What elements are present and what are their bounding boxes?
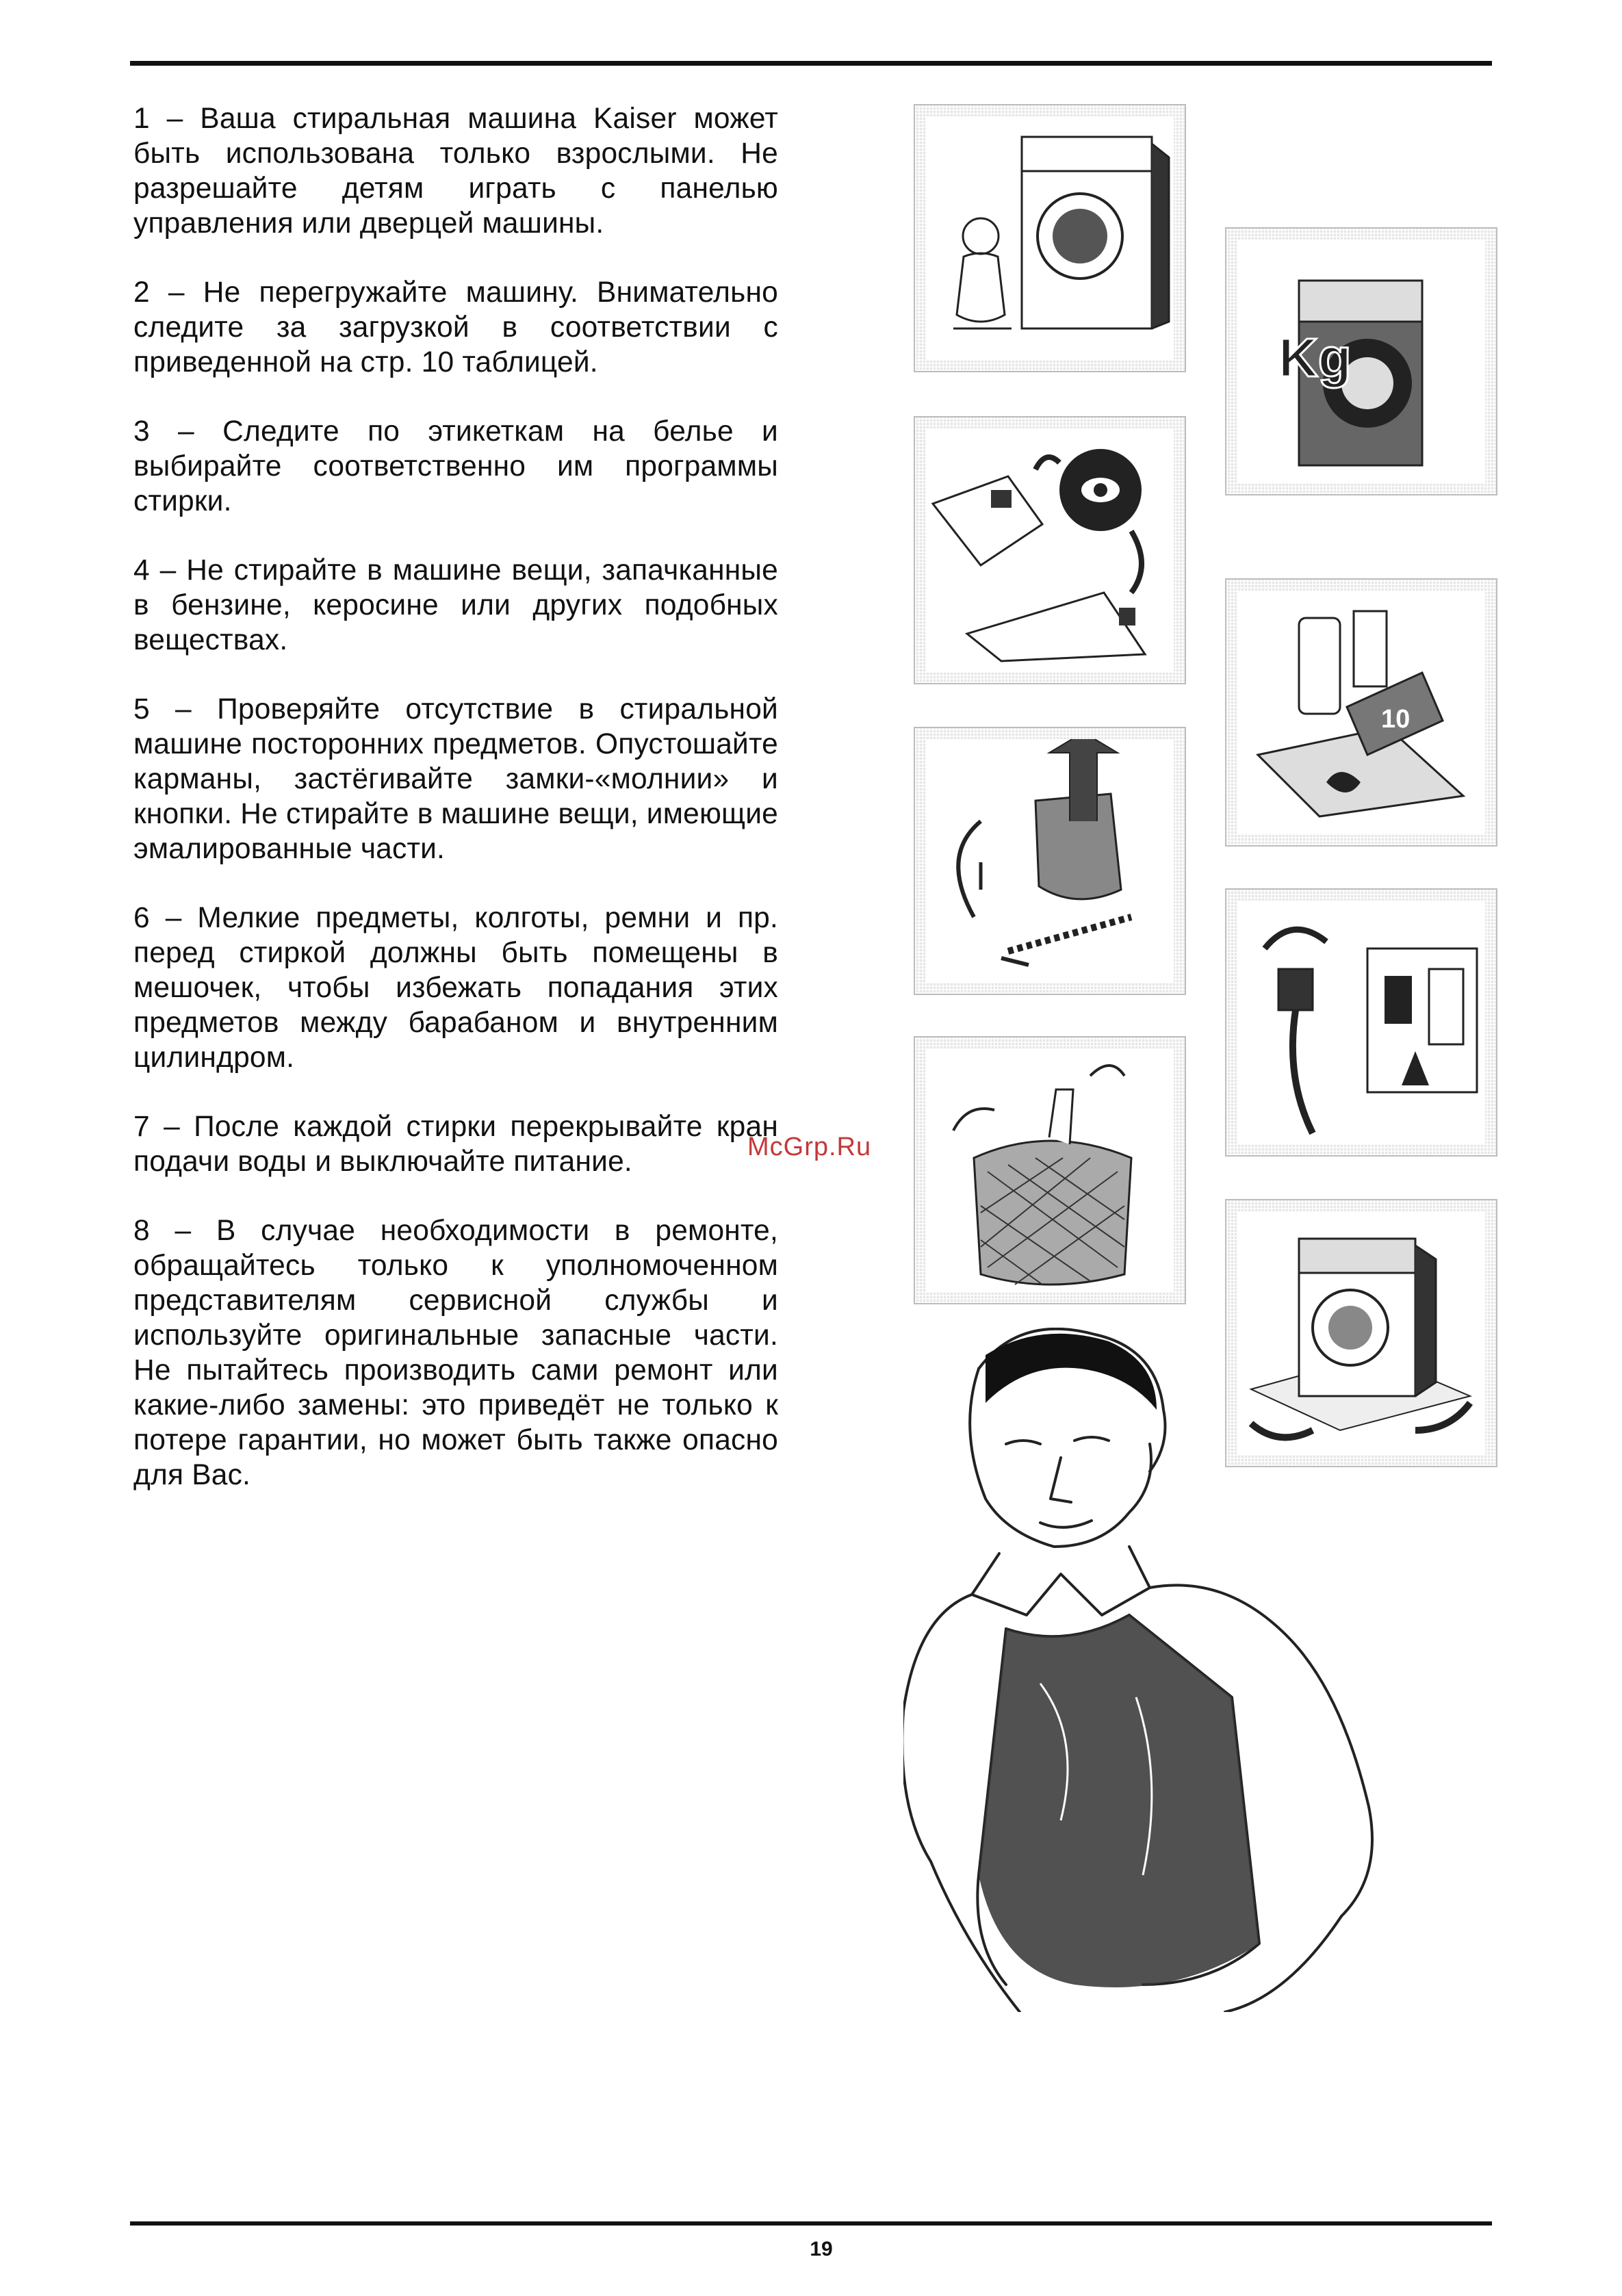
- bottom-rule: [130, 2221, 1492, 2226]
- illustration-pockets-zips: [914, 727, 1186, 995]
- tap-power-drawing: [1237, 901, 1485, 1144]
- illustration-solvents: [1225, 578, 1497, 847]
- pockets-zips-drawing: [926, 739, 1174, 983]
- instruction-7: 7 – После каждой стирки перекрывайте кран подачи воды и выключайте питание.: [133, 1111, 778, 1178]
- instruction-3: 3 – Следите по этикеткам на белье и выбирайте соответственно им программы стирки.: [133, 415, 778, 517]
- solvents-drawing: [1237, 591, 1485, 834]
- kg-label: Kg: [1278, 327, 1352, 388]
- can-label: 10: [1381, 705, 1411, 734]
- care-label-drawing: [926, 428, 1174, 672]
- illustration-laundry-bag: [914, 1036, 1186, 1304]
- illustration-overload-kg: [1225, 227, 1497, 495]
- instruction-6: 6 – Мелкие предметы, колготы, ремни и пр. перед стиркой должны быть помещены в мешочек, чтобы избежать попадания этих предметов между барабаном и внутренним цилиндром.: [133, 902, 778, 1074]
- page-number: 19: [810, 2238, 833, 2260]
- illustration-child-washer: [914, 104, 1186, 372]
- illustration-care-label: [914, 416, 1186, 684]
- laundry-bag-drawing: [926, 1048, 1174, 1292]
- instructions-column: [133, 101, 778, 1527]
- watermark: McGrp.Ru: [747, 1133, 872, 1161]
- child-washer-drawing: [926, 116, 1174, 360]
- instruction-2: 2 – Не перегружайте машину. Внимательно следите за загрузкой в соответствии с приведенной на стр. 10 таблицей.: [133, 276, 778, 378]
- instruction-4: 4 – Не стирайте в машине вещи, запачканные в бензине, керосине или других подобных веществах.: [133, 554, 778, 656]
- illustration-tap-power: [1225, 888, 1497, 1157]
- instruction-8: 8 – В случае необходимости в ремонте, обращайтесь только к уполномоченном представителям сервисной службы и используйте оригинальные запасные части. Не пытайтесь производить сами ремонт или какие-либо замены: это приведёт не только к потере гарантии, но может быть также опасно для Вас.: [133, 1215, 778, 1491]
- technician-illustration: [903, 1328, 1382, 2012]
- instruction-1: 1 – Ваша стиральная машина Kaiser может быть использована только взрослыми. Не разрешайте детям играть с панелью управления или дверцей машины.: [133, 103, 778, 240]
- instruction-5: 5 – Проверяйте отсутствие в стиральной машине посторонних предметов. Опустошайте карманы, застёгивайте замки-«молнии» и кнопки. Не стирайте в машине вещи, имеющие эмалированные части.: [133, 693, 778, 865]
- top-rule: [130, 61, 1492, 66]
- overload-kg-drawing: [1237, 240, 1485, 483]
